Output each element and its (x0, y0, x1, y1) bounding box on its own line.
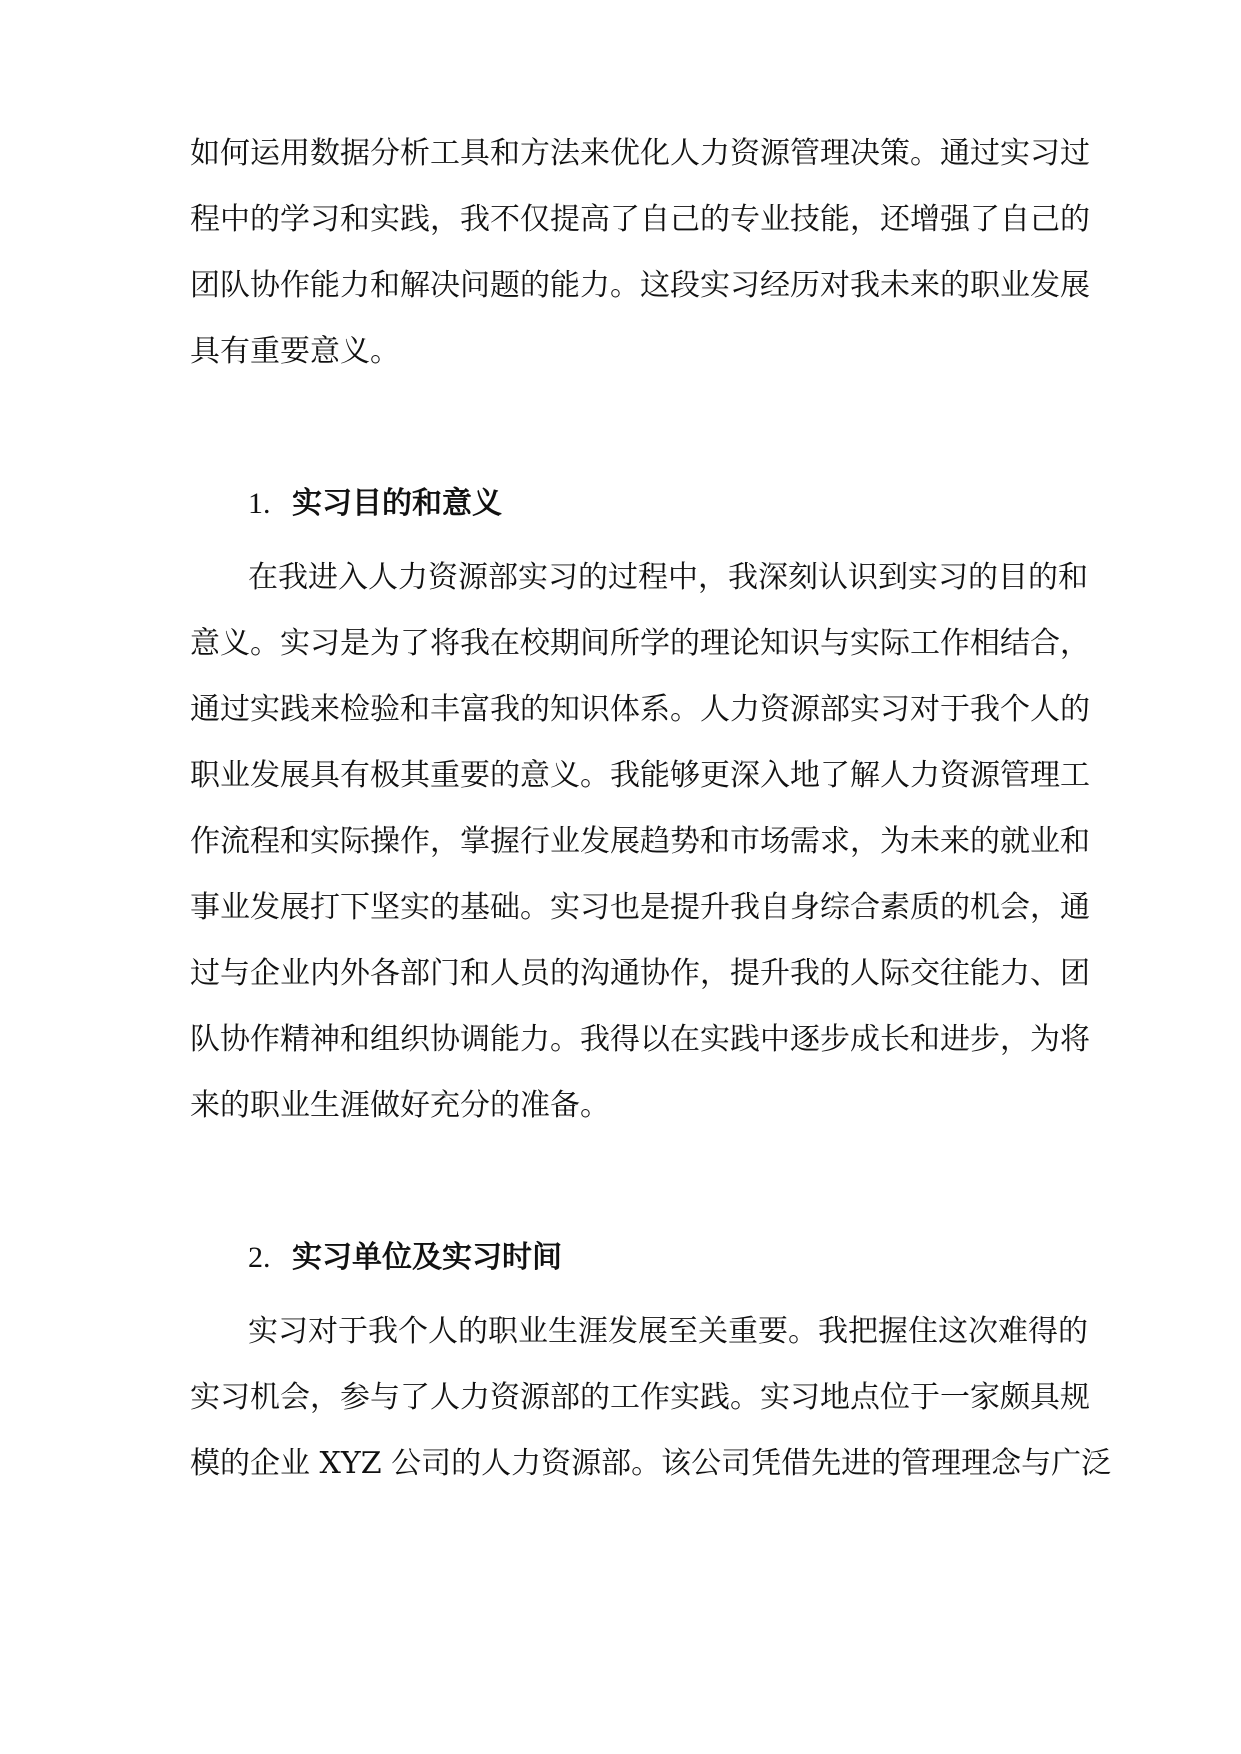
paragraph-line: 来的职业生涯做好充分的准备。 (190, 1088, 610, 1123)
section-title: 实习单位及实习时间 (292, 1240, 562, 1275)
section-title: 实习目的和意义 (292, 486, 502, 521)
paragraph-line: 通过实践来检验和丰富我的知识体系。人力资源部实习对于我个人的 (190, 692, 1090, 727)
paragraph-line: 职业发展具有极其重要的意义。我能够更深入地了解人力资源管理工 (190, 758, 1090, 793)
section-number: 2. (248, 1241, 271, 1274)
paragraph-line: 队协作精神和组织协调能力。我得以在实践中逐步成长和进步，为将 (190, 1022, 1090, 1057)
section-heading-1 (248, 484, 948, 524)
paragraph-line: 如何运用数据分析工具和方法来优化人力资源管理决策。通过实习过 (190, 136, 1090, 171)
paragraph-line: 实习对于我个人的职业生涯发展至关重要。我把握住这次难得的 (248, 1314, 1088, 1349)
paragraph-line: 程中的学习和实践，我不仅提高了自己的专业技能，还增强了自己的 (190, 202, 1090, 237)
paragraph-line: 具有重要意义。 (190, 334, 400, 369)
paragraph-line: 事业发展打下坚实的基础。实习也是提升我自身综合素质的机会，通 (190, 890, 1090, 925)
section-number: 1. (248, 487, 271, 520)
section-heading-2 (248, 1238, 948, 1278)
paragraph-line: 在我进入人力资源部实习的过程中，我深刻认识到实习的目的和 (248, 560, 1088, 595)
paragraph-line: 实习机会，参与了人力资源部的工作实践。实习地点位于一家颇具规 (190, 1380, 1090, 1415)
paragraph-line: 团队协作能力和解决问题的能力。这段实习经历对我未来的职业发展 (190, 268, 1090, 303)
paragraph-line: 意义。实习是为了将我在校期间所学的理论知识与实际工作相结合， (190, 626, 1090, 661)
paragraph-line: 作流程和实际操作，掌握行业发展趋势和市场需求，为未来的就业和 (190, 824, 1090, 859)
paragraph-line: 过与企业内外各部门和人员的沟通协作，提升我的人际交往能力、团 (190, 956, 1090, 991)
paragraph-line: 模的企业 XYZ 公司的人力资源部。该公司凭借先进的管理理念与广泛 (190, 1446, 1112, 1481)
